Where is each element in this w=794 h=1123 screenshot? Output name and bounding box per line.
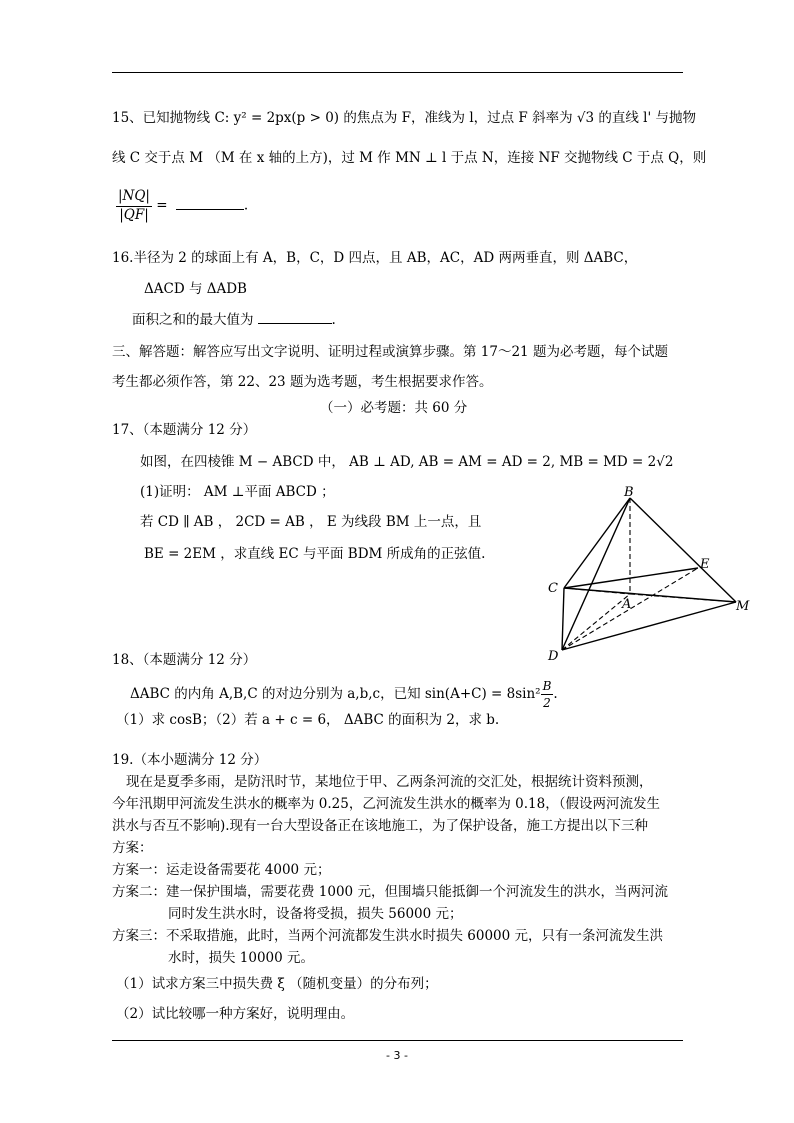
q16-line1: 16.半径为 2 的球面上有 A，B，C，D 四点，且 AB，AC，AD 两两垂直，则 ΔABC， bbox=[112, 250, 638, 266]
q19-option2b: 同时发生洪水时，设备将受损，损失 56000 元； bbox=[168, 906, 463, 922]
section3-line2: 考生都必须作答，第 22、23 题为选考题，考生根据要求作答。 bbox=[112, 374, 493, 390]
q15-period: . bbox=[243, 197, 249, 214]
q18-line1 bbox=[130, 680, 558, 709]
q19-option2a: 方案二：建一保护围墙，需要花费 1000 元，但围墙只能抵御一个河流发生的洪水，当两河流 bbox=[112, 884, 668, 900]
label-M: M bbox=[736, 599, 750, 614]
q18-frac-num: B bbox=[542, 679, 552, 693]
q19-heading: 19.（本小题满分 12 分） bbox=[112, 752, 268, 768]
edge-CD bbox=[562, 588, 564, 650]
edge-CE bbox=[564, 568, 698, 588]
q15-line1: 15、已知抛物线 C: y² = 2px(p > 0) 的焦点为 F，准线为 l，过点 F 斜率为 √3 的直线 l' 与抛物 bbox=[112, 110, 696, 126]
q18-frac-den: 2 bbox=[543, 696, 551, 710]
q15-blank bbox=[176, 208, 244, 210]
label-A: A bbox=[622, 597, 632, 612]
label-E: E bbox=[700, 557, 710, 572]
edge-BD bbox=[562, 498, 630, 650]
edge-CA bbox=[564, 588, 630, 594]
q19-option3b: 水时，损失 10000 元。 bbox=[168, 950, 315, 966]
q15-equals: = bbox=[151, 197, 172, 214]
q17-heading: 17、（本题满分 12 分） bbox=[112, 422, 257, 438]
q17-line2: (1)证明： AM ⊥平面 ABCD ； bbox=[140, 484, 335, 500]
q16-line2: ΔACD 与 ΔADB bbox=[144, 281, 247, 297]
q17-line3: 若 CD ∥ AB ， 2CD = AB ， E 为线段 BM 上一点，且 bbox=[140, 514, 482, 530]
q16-line3-text: 面积之和的最大值为 bbox=[132, 312, 254, 328]
label-C: C bbox=[548, 581, 558, 596]
section3-line1: 三、解答题：解答应写出文字说明、证明过程或演算步骤。第 17～21 题为必考题，每个试题 bbox=[112, 344, 668, 360]
q19-para3: 洪水与否互不影响).现有一台大型设备正在该地施工，为了保护设备，施工方提出以下三种 bbox=[112, 818, 649, 834]
q15-fraction bbox=[116, 190, 152, 222]
q19-sub2: （2）试比较哪一种方案好，说明理由。 bbox=[116, 1006, 355, 1022]
q18-line1-text: ΔABC 的内角 A,B,C 的对边分别为 a,b,c，已知 sin(A+C) = 8sin² bbox=[130, 686, 541, 702]
q17-line4: BE = 2EM ，求直线 EC 与平面 BDM 所成角的正弦值. bbox=[144, 546, 486, 562]
q18-heading: 18、（本题满分 12 分） bbox=[112, 652, 257, 668]
q19-sub1: （1）试求方案三中损失费 ξ （随机变量）的分布列； bbox=[116, 976, 438, 992]
q16-line3 bbox=[132, 314, 336, 328]
q16-blank bbox=[258, 322, 332, 324]
section3-subheading: （一）必考题：共 60 分 bbox=[320, 400, 468, 416]
label-D: D bbox=[548, 649, 559, 664]
page-number: - 3 - bbox=[386, 1049, 408, 1062]
header-rule bbox=[112, 72, 683, 73]
q19-para4: 方案： bbox=[112, 840, 153, 856]
q19-para2: 今年汛期甲河流发生洪水的概率为 0.25，乙河流发生洪水的概率为 0.18，（假设两河流发生 bbox=[112, 796, 660, 812]
q15-frac-den: |QF| bbox=[119, 206, 149, 223]
q15-frac-num: |NQ| bbox=[116, 190, 152, 207]
q18-line2: （1）求 cosB；（2）若 a + c = 6， ΔABC 的面积为 2，求 b. bbox=[116, 712, 500, 728]
q17-line1: 如图，在四棱锥 M − ABCD 中， AB ⊥ AD, AB = AM = AD = 2, MB = MD = 2√2 bbox=[140, 454, 674, 470]
edge-BC bbox=[564, 498, 630, 588]
label-B: B bbox=[624, 485, 634, 500]
pyramid-figure bbox=[540, 484, 750, 664]
edge-DA bbox=[562, 594, 630, 650]
footer-rule bbox=[112, 1040, 683, 1041]
q18-period: . bbox=[553, 686, 558, 702]
q19-option1: 方案一：运走设备需要花 4000 元； bbox=[112, 862, 331, 878]
edge-BM bbox=[630, 498, 736, 602]
q18-fraction bbox=[541, 680, 554, 709]
q16-period: . bbox=[331, 312, 336, 328]
q19-para1: 现在是夏季多雨，是防汛时节，某地位于甲、乙两条河流的交汇处，根据统计资料预测， bbox=[126, 774, 653, 790]
q19-option3a: 方案三：不采取措施，此时，当两个河流都发生洪水时损失 60000 元，只有一条河流发生洪 bbox=[112, 928, 664, 944]
q15-answer bbox=[116, 190, 248, 222]
edge-DM bbox=[562, 602, 736, 650]
q15-line2: 线 C 交于点 M （M 在 x 轴的上方)，过 M 作 MN ⊥ l 于点 N，连接 NF 交抛物线 C 于点 Q，则 bbox=[112, 150, 707, 166]
